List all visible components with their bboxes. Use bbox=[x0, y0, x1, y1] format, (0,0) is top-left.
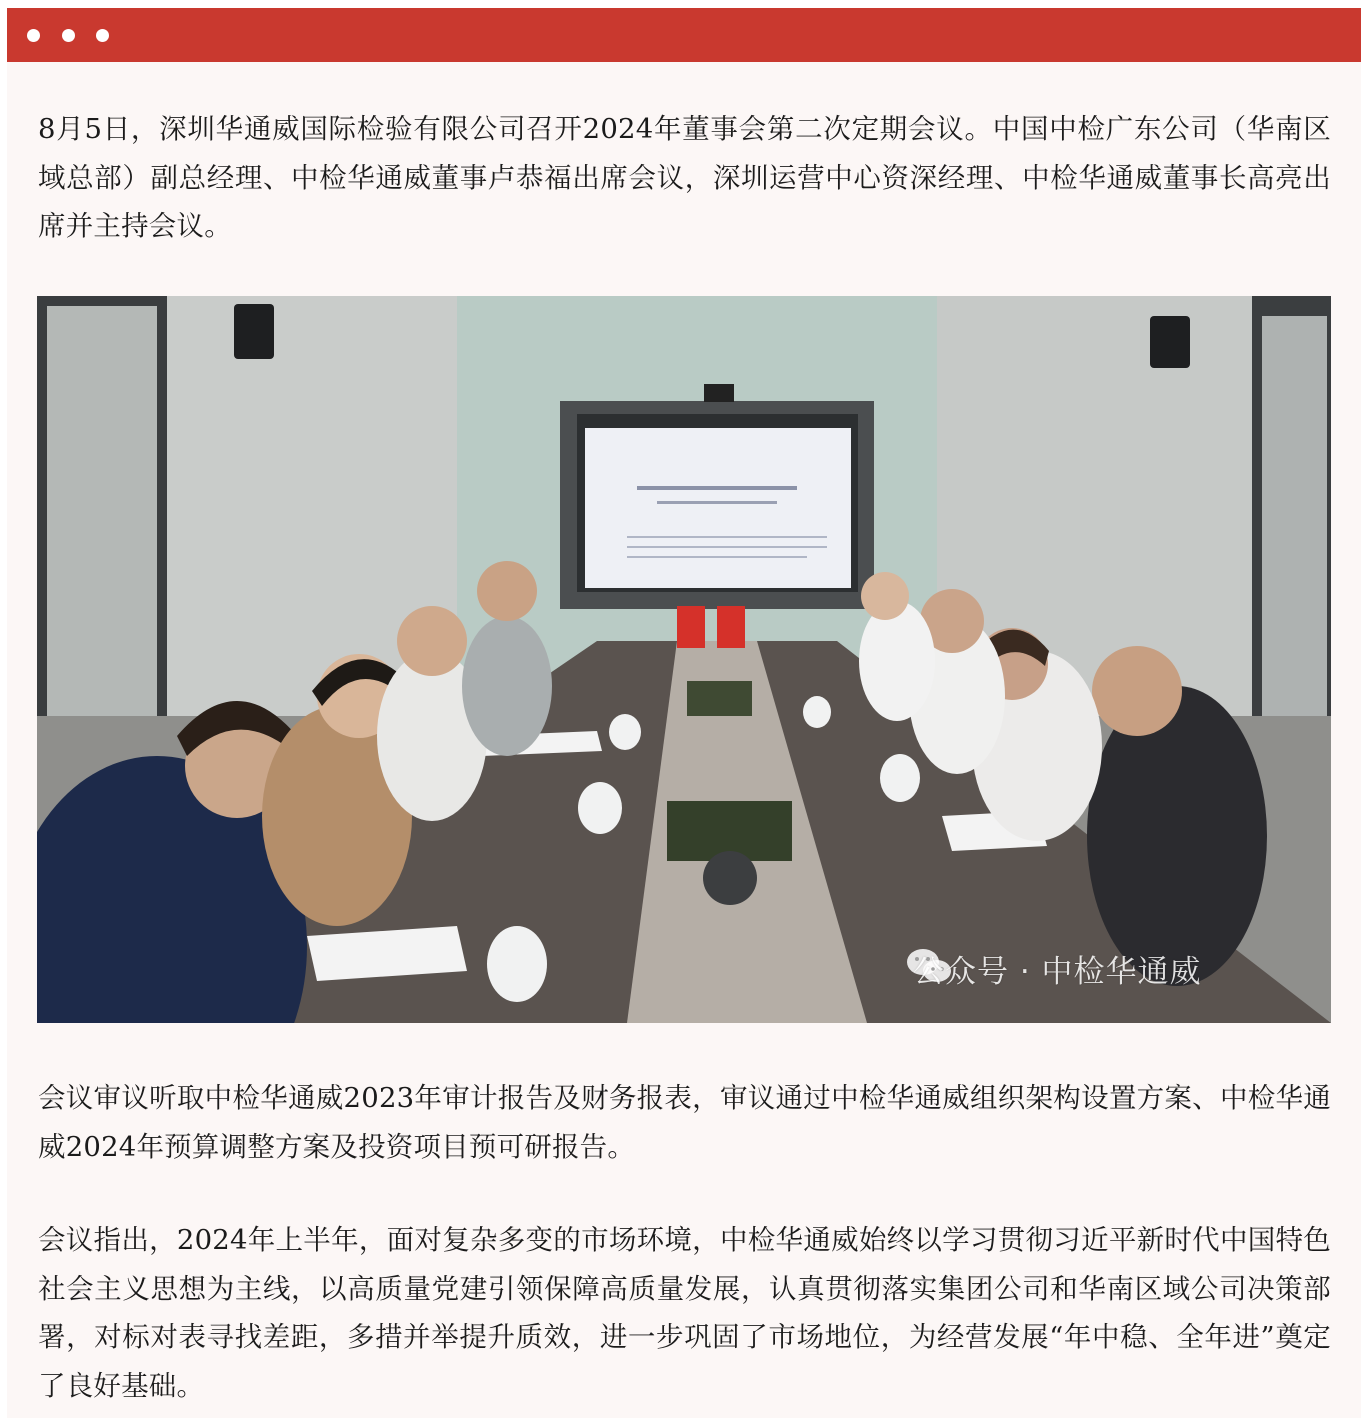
title-bar bbox=[7, 8, 1361, 62]
meeting-photo bbox=[37, 296, 1331, 1023]
watermark bbox=[905, 946, 1202, 991]
watermark-text: 公众号 · 中检华通威 bbox=[913, 954, 1202, 990]
minimize-dot[interactable] bbox=[62, 29, 75, 42]
article-paragraph: 会议审议听取中检华通威2023年审计报告及财务报表，审议通过中检华通威组织架构设置方案、中检华通威2024年预算调整方案及投资项目预可研报告。 bbox=[38, 1082, 1331, 1163]
meeting-room-illustration bbox=[37, 296, 1331, 1023]
article-paragraph: 8月5日，深圳华通威国际检验有限公司召开2024年董事会第二次定期会议。中国中检广东公司（华南区域总部）副总经理、中检华通威董事卢恭福出席会议，深圳运营中心资深经理、中检华通威董事长高亮出席并主持会议。 bbox=[38, 113, 1331, 242]
app-window bbox=[7, 8, 1361, 1418]
maximize-dot[interactable] bbox=[96, 29, 109, 42]
article-paragraph: 会议指出，2024年上半年，面对复杂多变的市场环境，中检华通威始终以学习贯彻习近平新时代中国特色社会主义思想为主线，以高质量党建引领保障高质量发展，认真贯彻落实集团公司和华南区域公司决策部署，对标对表寻找差距，多措并举提升质效，进一步巩固了市场地位，为经营发展“年中稳、全年进”奠定了良好基础。 bbox=[38, 1224, 1331, 1402]
close-dot[interactable] bbox=[27, 29, 40, 42]
